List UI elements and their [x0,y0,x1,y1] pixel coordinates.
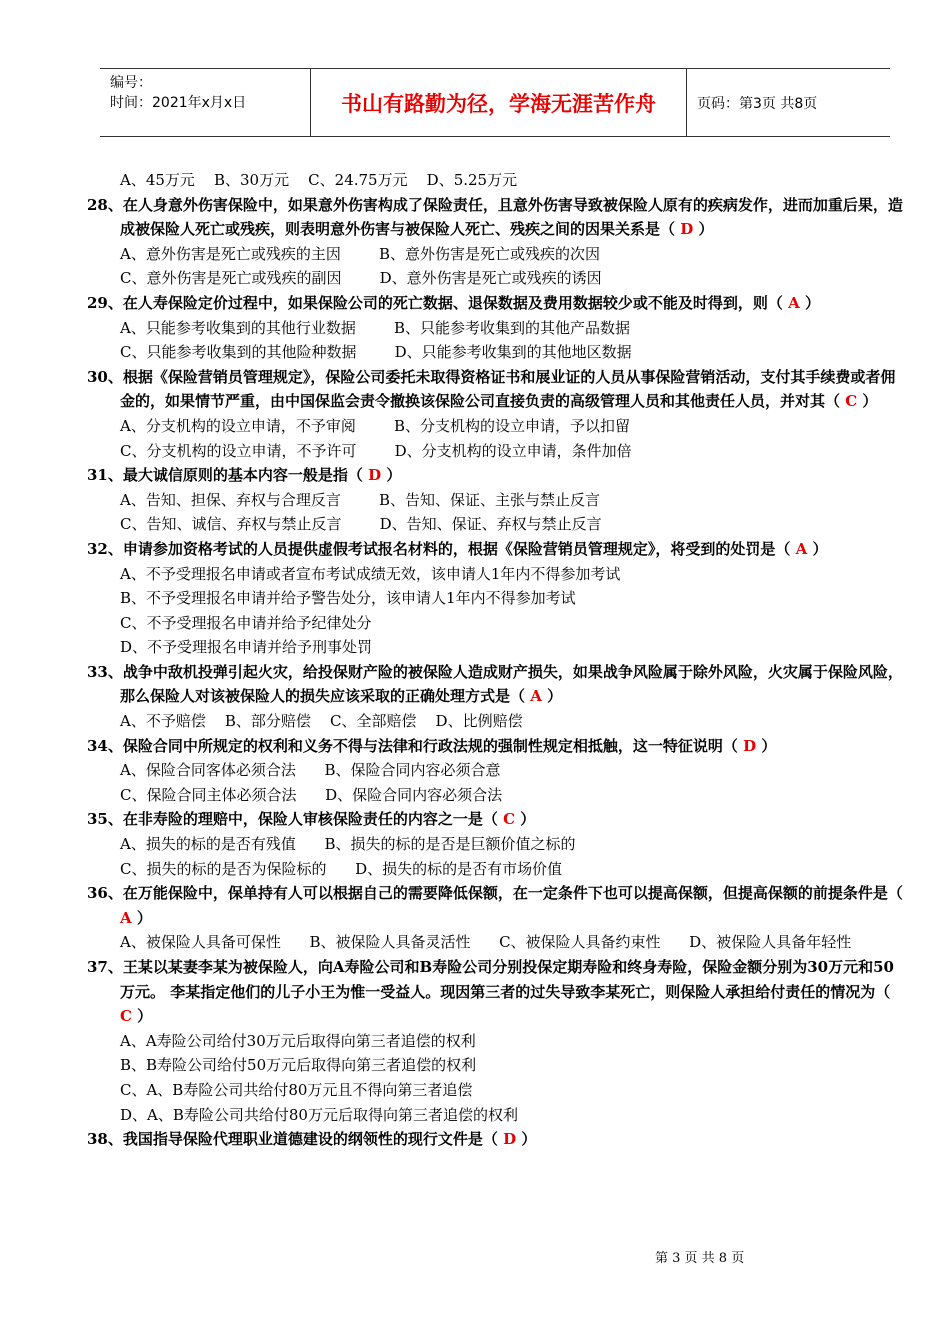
question-stem [87,955,907,1029]
page-footer: 第 3 页 共 8 页 [655,1251,745,1266]
header-motto: 书山有路勤为径，学海无涯苦作舟 [311,69,687,136]
question-stem [87,463,907,488]
answer-letter: D [368,466,382,485]
option-line: B、不予受理报名申请并给予警告处分，该申请人1年内不得参加考试 [120,589,576,608]
option-line: A、告知、担保、弃权与合理反言 B、告知、保证、主张与禁止反言 [120,490,601,509]
question-text: 36、在万能保险中，保单持有人可以根据自己的需要降低保额，在一定条件下也可以提高保额，但提高保额的前提条件是（ [87,884,903,903]
question-close-paren: ） [131,908,152,927]
question-stem [87,291,907,316]
answer-letter: C [845,392,858,411]
question-text: 38、我国指导保险代理职业道德建设的纲领性的现行文件是（ [87,1130,504,1149]
question-stem [87,734,907,759]
option-line: C、告知、诚信、弃权与禁止反言 D、告知、保证、弃权与禁止反言 [120,515,602,534]
option-line: A、损失的标的是否有残值 B、损失的标的是否是巨额价值之标的 [120,835,576,854]
question-close-paren: ） [381,466,402,485]
option-line: C、分支机构的设立申请，不予许可 D、分支机构的设立申请，条件加倍 [120,441,632,460]
option-line: C、意外伤害是死亡或残疾的副因 D、意外伤害是死亡或残疾的诱因 [120,269,602,288]
question-stem [87,1127,907,1152]
option-line: A、意外伤害是死亡或残疾的主因 B、意外伤害是死亡或残疾的次因 [120,244,601,263]
question-close-paren: ） [515,810,536,829]
question-text: 34、保险合同中所规定的权利和义务不得与法律和行政法规的强制性规定相抵触，这一特征说明（ [87,736,744,755]
option-line: C、只能参考收集到的其他险种数据 D、只能参考收集到的其他地区数据 [120,343,632,362]
header-page-label: 页码：第3页 共8页 [697,95,818,112]
option-line: A、A寿险公司给付30万元后取得向第三者追偿的权利 [120,1031,476,1050]
question-text: 32、申请参加资格考试的人员提供虚假考试报名材料的，根据《保险营销员管理规定》，将受到的处罚是（ [87,539,796,558]
question-content [87,168,907,1152]
question-stem [87,537,907,562]
option-line: C、保险合同主体必须合法 D、保险合同内容必须合法 [120,785,503,804]
option-line: C、损失的标的是否为保险标的 D、损失的标的是否有市场价值 [120,859,563,878]
option-line: A、分支机构的设立申请，不予审阅 B、分支机构的设立申请，予以扣留 [120,416,631,435]
answer-letter: A [530,687,542,706]
question-close-paren: ） [857,392,878,411]
question-close-paren: ） [756,736,777,755]
answer-letter: D [680,220,694,239]
answer-letter: D [503,1130,517,1149]
question-close-paren: ） [807,539,828,558]
option-line: A、不予受理报名申请或者宣布考试成绩无效，该申请人1年内不得参加考试 [120,564,621,583]
option-line: A、被保险人具备可保性 B、被保险人具备灵活性 C、被保险人具备约束性 D、被保险人具备年轻性 [120,933,852,952]
question-close-paren: ） [516,1130,537,1149]
question-text: 31、最大诚信原则的基本内容一般是指（ [87,466,369,485]
question-text: 37、王某以某妻李某为被保险人，向A寿险公司和B寿险公司分别投保定期寿险和终身寿险，保险金额分别为30万元和50万元。 李某指定他们的儿子小王为惟一受益人。现因第三者的过失导致李某死亡，则保险人承担给付责任的情况为（ [87,958,894,1001]
option-line: C、不予受理报名申请并给予纪律处分 [120,613,372,632]
option-line: A、不予赔偿 B、部分赔偿 C、全部赔偿 D、比例赔偿 [120,712,523,731]
page-header [100,68,890,137]
option-line: B、B寿险公司给付50万元后取得向第三者追偿的权利 [120,1056,477,1075]
question-stem [87,193,907,242]
answer-letter: C [120,1007,132,1026]
question-text: 28、在人身意外伤害保险中，如果意外伤害构成了保险责任，且意外伤害导致被保险人原有的疾病发作，进而加重后果，造成被保险人死亡或残疾，则表明意外伤害与被保险人死亡、残疾之间的因果关系是（ [87,195,903,239]
question-text: 33、战争中敌机投弹引起火灾，给投保财产险的被保险人造成财产损失，如果战争风险属于除外风险，火灾属于保险风险，那么保险人对该被保险人的损失应该采取的正确处理方式是（ [87,662,903,706]
option-line: D、不予受理报名申请并给予刑事处罚 [120,638,373,657]
question-close-paren: ） [541,687,563,706]
question-close-paren: ） [799,293,820,312]
question-text: 35、在非寿险的理赔中，保险人审核保险责任的内容之一是（ [87,810,504,829]
question-stem [87,365,907,414]
answer-letter: A [120,908,132,927]
question-stem [87,881,907,930]
option-line: A、只能参考收集到的其他行业数据 B、只能参考收集到的其他产品数据 [120,318,631,337]
question-text: 30、根据《保险营销员管理规定》，保险公司委托未取得资格证书和展业证的人员从事保险营销活动，支付其手续费或者佣金的，如果情节严重，由中国保监会责令撤换该保险公司直接负责的高级管理人员和其他责任人员，并对其（ [87,367,896,411]
option-line: A、保险合同客体必须合法 B、保险合同内容必须合意 [120,761,501,780]
option-line: D、A、B寿险公司共给付80万元后取得向第三者追偿的权利 [120,1105,518,1124]
header-meta [100,69,311,136]
option-line: A、45万元 B、30万元 C、24.75万元 D、5.25万元 [120,171,518,189]
question-stem [87,807,907,832]
question-stem [87,660,907,709]
time-label: 时间：2021年x月x日 [110,95,247,111]
question-text: 29、在人寿保险定价过程中，如果保险公司的死亡数据、退保数据及费用数据较少或不能及时得到，则（ [87,293,789,312]
answer-letter: C [503,810,516,829]
answer-letter: A [788,293,800,312]
question-close-paren: ） [131,1007,153,1026]
answer-letter: D [743,736,757,755]
answer-letter: A [795,539,808,558]
number-label: 编号： [110,75,152,91]
question-close-paren: ） [693,220,714,239]
option-line: C、A、B寿险公司共给付80万元且不得向第三者追偿 [120,1080,473,1099]
